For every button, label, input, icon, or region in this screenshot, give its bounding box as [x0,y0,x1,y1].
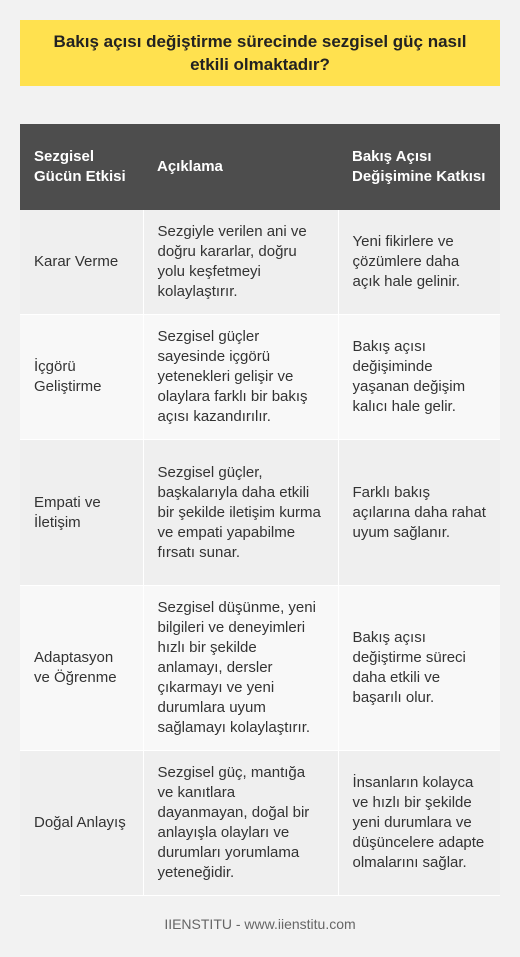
cell-description: Sezgiyle verilen ani ve doğru kararlar, doğru yolu keşfetmeyi kolaylaştırır. [143,210,338,315]
cell-contribution: Farklı bakış açılarına daha rahat uyum sağlanır. [338,440,500,586]
cell-description: Sezgisel güç, mantığa ve kanıtlara dayanmayan, doğal bir anlayışla olayları ve durumları yorumlama yeteneğidir. [143,751,338,896]
page-title: Bakış açısı değiştirme sürecinde sezgisel güç nasıl etkili olmaktadır? [53,32,467,74]
table-header-row [20,124,500,210]
header-contribution: Bakış Açısı Değişimine Katkısı [338,124,500,210]
cell-description: Sezgisel güçler sayesinde içgörü yetenekleri gelişir ve olaylara farklı bir bakış açısı kazandırılır. [143,315,338,440]
table-row [20,586,500,751]
header-description: Açıklama [143,124,338,210]
cell-effect: Karar Verme [20,210,143,315]
cell-effect: Doğal Anlayış [20,751,143,896]
title-banner [20,20,500,86]
cell-contribution: Yeni fikirlere ve çözümlere daha açık hale gelinir. [338,210,500,315]
cell-contribution: İnsanların kolayca ve hızlı bir şekilde yeni durumlara ve düşüncelere adapte olmalarını sağlar. [338,751,500,896]
cell-effect: Empati ve İletişim [20,440,143,586]
table-row [20,315,500,440]
cell-description: Sezgisel güçler, başkalarıyla daha etkili bir şekilde iletişim kurma ve empati yapabilme fırsatı sunar. [143,440,338,586]
cell-contribution: Bakış açısı değiştirme süreci daha etkili ve başarılı olur. [338,586,500,751]
table-row [20,751,500,896]
footer-credit: IIENSTITU - www.iienstitu.com [164,916,356,932]
table-row [20,210,500,315]
header-effect: Sezgisel Gücün Etkisi [20,124,143,210]
cell-contribution: Bakış açısı değişiminde yaşanan değişim kalıcı hale gelir. [338,315,500,440]
cell-effect: İçgörü Geliştirme [20,315,143,440]
table-row [20,440,500,586]
cell-description: Sezgisel düşünme, yeni bilgileri ve deneyimleri hızlı bir şekilde anlamayı, dersler çıkarmayı ve yeni durumlara uyum sağlamayı kolaylaştırır. [143,586,338,751]
cell-effect: Adaptasyon ve Öğrenme [20,586,143,751]
info-table [20,124,500,896]
